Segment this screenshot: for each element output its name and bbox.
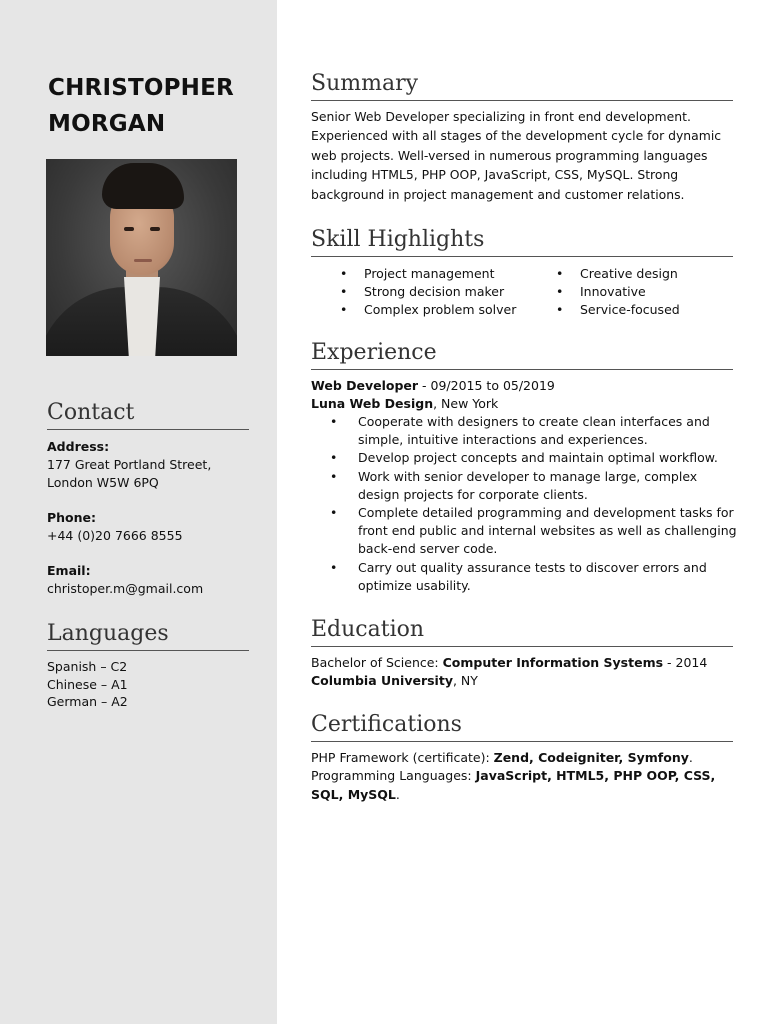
last-name: MORGAN: [48, 111, 166, 137]
experience-bullet: • Carry out quality assurance tests to discover errors and optimize usability.: [330, 559, 740, 595]
contact-phone: [47, 509, 183, 545]
school-name: Columbia University: [311, 673, 453, 688]
degree-label: Bachelor of Science:: [311, 655, 443, 670]
skill-item: • Service-focused: [556, 301, 680, 319]
languages-list: [47, 658, 128, 711]
address-line-2: London W5W 6PQ: [47, 475, 159, 490]
certifications-heading: Certifications: [311, 712, 733, 742]
skill-item: • Complex problem solver: [340, 301, 516, 319]
phone-number: +44 (0)20 7666 8555: [47, 528, 183, 543]
job-title-line: [311, 377, 555, 395]
profile-photo: [46, 159, 237, 356]
cert-line-2-end: .: [395, 786, 400, 802]
experience-bullet: • Develop project concepts and maintain optimal workflow.: [330, 449, 740, 467]
experience-bullets: [330, 413, 740, 595]
skills-heading: Skill Highlights: [311, 227, 733, 257]
skill-item: • Creative design: [556, 265, 680, 283]
degree-major: Computer Information Systems: [442, 655, 664, 670]
language-item: Spanish – C2: [47, 659, 128, 674]
first-name: CHRISTOPHER: [48, 75, 234, 101]
contact-email: [47, 562, 203, 598]
experience-bullet: • Work with senior developer to manage large, complex design projects for corporate clients.: [330, 468, 740, 504]
education-heading: Education: [311, 617, 733, 647]
cert-line-1-end: .: [688, 750, 693, 765]
skill-item: • Strong decision maker: [340, 283, 516, 301]
school-line: [311, 672, 478, 690]
email-address[interactable]: christoper.m@gmail.com: [47, 581, 204, 596]
language-item: German – A2: [47, 694, 128, 710]
cert-line-1-value: Zend, Codeigniter, Symfony: [493, 750, 689, 765]
company-line: [311, 395, 498, 413]
certifications-text: [311, 749, 736, 804]
experience-bullet: • Complete detailed programming and development tasks for front end public and internal websites as well as challenging back-end server code.: [330, 504, 740, 559]
summary-heading: Summary: [311, 71, 733, 101]
language-item: Chinese – A1: [47, 676, 128, 692]
cert-line-2-label: Programming Languages:: [311, 768, 476, 784]
school-location: , NY: [452, 673, 478, 688]
address-label: Address:: [47, 439, 110, 454]
job-title: Web Developer: [311, 378, 419, 393]
email-label: Email:: [47, 563, 91, 578]
cert-line-1-label: PHP Framework (certificate):: [311, 750, 494, 765]
summary-text: Senior Web Developer specializing in front end development. Experienced with all stages of the development cycle for dynamic web projects. Well-versed in numerous programming languages including HTML5, PHP OOP, JavaScript, CSS, MySQL. Strong background in project management and customer relations.: [311, 109, 722, 202]
experience-heading: Experience: [311, 340, 733, 370]
degree-line: [311, 654, 707, 672]
skill-item: • Project management: [340, 265, 516, 283]
languages-heading: Languages: [47, 621, 249, 651]
phone-label: Phone:: [47, 510, 97, 525]
degree-year: - 2014: [663, 655, 708, 670]
candidate-name: [48, 70, 234, 142]
contact-heading: Contact: [47, 400, 249, 430]
skill-item: • Innovative: [556, 283, 680, 301]
company-location: , New York: [433, 396, 499, 411]
experience-bullet: • Cooperate with designers to create clean interfaces and simple, intuitive interactions and experiences.: [330, 413, 740, 449]
company-name: Luna Web Design: [311, 396, 434, 411]
address-line-1: 177 Great Portland Street,: [47, 457, 212, 472]
job-dates: - 09/2015 to 05/2019: [418, 378, 555, 393]
contact-address: [47, 438, 211, 492]
cert-line-2-value: JavaScript, HTML5, PHP OOP, CSS, SQL, MySQL: [311, 768, 716, 802]
